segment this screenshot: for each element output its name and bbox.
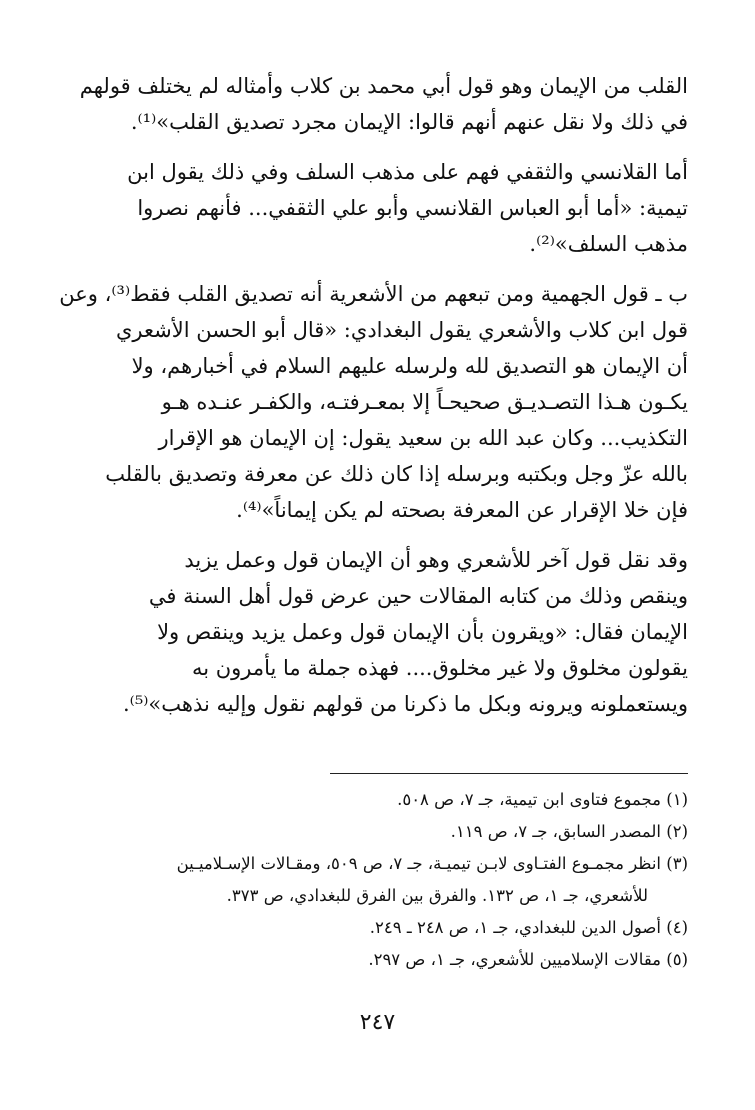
text-line: ويستعملونه ويرونه وبكل ما ذكرنا من قولهم نقول وإليه نذهب»⁽⁵⁾. — [123, 692, 688, 716]
footnote-1: (١) مجموع فتاوى ابن تيمية، جـ ٧، ص ٥٠٨. — [397, 790, 688, 809]
footnote-3: (٣) انظر مجمـوع الفتـاوى لابـن تيميـة، جـ ٧، ص ٥٠٩، ومقـالات الإسـلاميـين — [176, 854, 688, 873]
text-line: القلب من الإيمان وهو قول أبي محمد بن كلاب وأمثاله لم يختلف قولهم — [79, 74, 688, 98]
text-line: الإيمان فقال: «ويقرون بأن الإيمان قول وعمل يزيد وينقص ولا — [157, 620, 688, 644]
footnote-divider — [330, 773, 688, 774]
text-line: يكـون هـذا التصـديـق صحيحـاً إلا بمعـرفتـه، والكفـر عنـده هـو — [161, 390, 688, 414]
text-line: بالله عزّ وجل وبكتبه وبرسله إذا كان ذلك عن معرفة وتصديق بالقلب — [105, 462, 688, 486]
text-line: فإن خلا الإقرار عن المعرفة بصحته لم يكن إيماناً»⁽⁴⁾. — [236, 498, 688, 522]
text-line: تيمية: «أما أبو العباس القلانسي وأبو علي الثقفي... فأنهم نصروا — [137, 196, 688, 220]
footnote-5: (٥) مقالات الإسلاميين للأشعري، جـ ١، ص ٢٩٧. — [368, 950, 688, 969]
footnote-2: (٢) المصدر السابق، جـ ٧، ص ١١٩. — [450, 822, 688, 841]
paragraph-4 — [58, 542, 688, 722]
text-line: يقولون مخلوق ولا غير مخلوق.... فهذه جملة ما يأمرون به — [191, 656, 688, 680]
text-line: أما القلانسي والثقفي فهم على مذهب السلف وفي ذلك يقول ابن — [127, 160, 688, 184]
text-line: قول ابن كلاب والأشعري يقول البغدادي: «قال أبو الحسن الأشعري — [115, 318, 688, 342]
text-line: في ذلك ولا نقل عنهم أنهم قالوا: الإيمان مجرد تصديق القلب»⁽¹⁾. — [130, 110, 688, 134]
footnote-3-continued: للأشعري، جـ ١، ص ١٣٢. والفرق بين الفرق للبغدادي، ص ٣٧٣. — [226, 886, 648, 905]
text-line: وقد نقل قول آخر للأشعري وهو أن الإيمان قول وعمل يزيد — [184, 548, 688, 572]
text-line: مذهب السلف»⁽²⁾. — [529, 232, 688, 256]
paragraph-1 — [58, 68, 688, 140]
text-line: ب ـ قول الجهمية ومن تبعهم من الأشعرية أنه تصديق القلب فقط⁽³⁾، وعن — [59, 282, 688, 306]
text-line: أن الإيمان هو التصديق لله ولرسله عليهم السلام في أخبارهم، ولا — [131, 354, 688, 378]
paragraph-3 — [58, 276, 688, 528]
footnotes — [58, 784, 688, 976]
text-line: وينقص وذلك من كتابه المقالات حين عرض قول أهل السنة في — [148, 584, 688, 608]
main-text — [58, 68, 688, 722]
page-number: ٢٤٧ — [359, 1010, 396, 1035]
footnote-4: (٤) أصول الدين للبغدادي، جـ ١، ص ٢٤٨ ـ ٢٤٩. — [369, 918, 688, 937]
paragraph-2 — [58, 154, 688, 262]
text-line: التكذيب... وكان عبد الله بن سعيد يقول: إن الإيمان هو الإقرار — [158, 426, 688, 450]
